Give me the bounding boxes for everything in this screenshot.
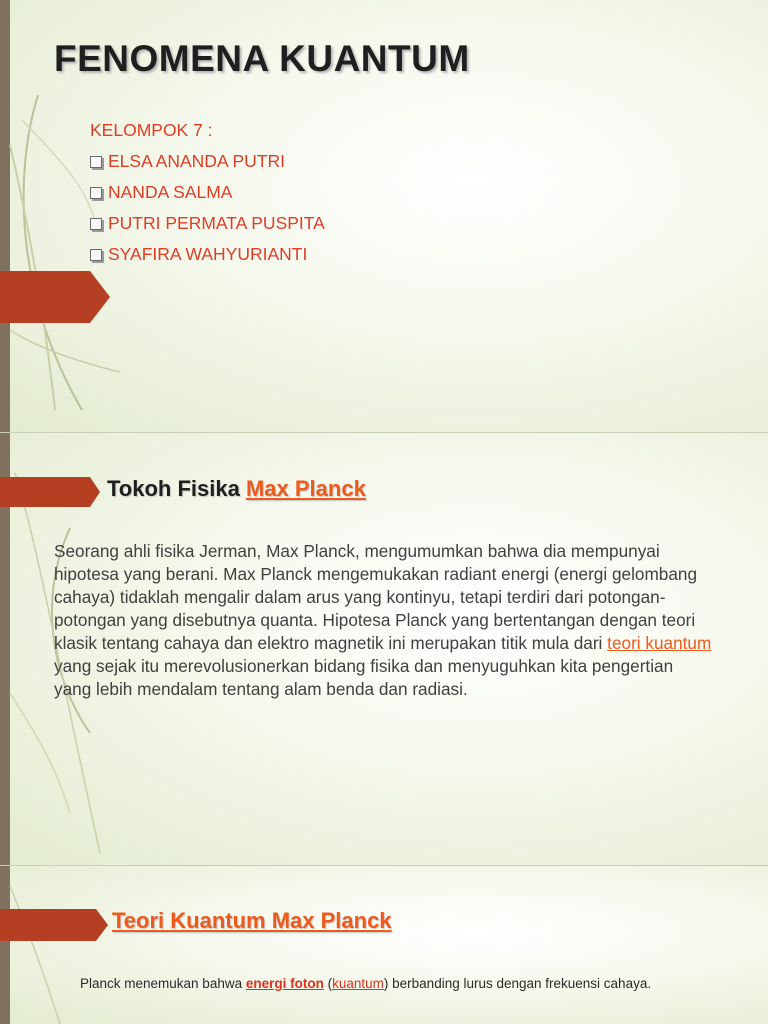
energi-foton-link[interactable]: energi foton bbox=[245, 976, 324, 991]
checkbox-bullet-icon bbox=[90, 187, 102, 199]
group-member-list bbox=[90, 115, 325, 270]
heading-prefix: Tokoh Fisika bbox=[107, 476, 240, 501]
teori-kuantum-heading-link[interactable]: Teori Kuantum Max Planck bbox=[112, 908, 392, 933]
member-name: SYAFIRA WAHYURIANTI bbox=[108, 244, 308, 264]
list-item bbox=[90, 177, 325, 208]
paragraph-text: Seorang ahli fisika Jerman, Max Planck, mengumumkan bahwa dia mempunyai hipotesa yang berani. Max Planck mengemukakan radiant energi (energi gelombang cahaya) tidaklah mengalir dalam arus yang kontinyu, tetapi terdiri dari potongan-potongan yang disebutnya quanta. Hipotesa Planck yang bertentangan dengan teori klasik tentang cahaya dan elektro magnetik ini merupakan titik mula dari bbox=[54, 541, 698, 653]
max-planck-link[interactable]: Max Planck bbox=[245, 476, 366, 501]
list-item bbox=[90, 239, 325, 270]
section-heading bbox=[107, 476, 366, 502]
member-name: ELSA ANANDA PUTRI bbox=[108, 151, 286, 171]
red-tab-marker bbox=[0, 909, 112, 941]
list-item bbox=[90, 146, 325, 177]
list-item bbox=[90, 208, 325, 239]
leaf-stem-decoration bbox=[0, 866, 120, 1024]
presentation-title: FENOMENA KUANTUM bbox=[54, 38, 470, 79]
body-paragraph bbox=[54, 540, 714, 701]
checkbox-bullet-icon bbox=[90, 156, 102, 168]
red-tab-marker bbox=[0, 477, 105, 507]
paragraph-text: yang sejak itu merevolusionerkan bidang fisika dan menyuguhkan kita pengertian yang lebih mendalam tentang alam benda dan radiasi. bbox=[54, 656, 674, 699]
paragraph-text: ( bbox=[327, 976, 333, 991]
member-name: PUTRI PERMATA PUSPITA bbox=[108, 213, 325, 233]
paragraph-text: ) berbanding lurus dengan frekuensi cahaya. bbox=[383, 976, 652, 991]
group-label: KELOMPOK 7 : bbox=[90, 120, 213, 140]
member-name: NANDA SALMA bbox=[108, 182, 233, 202]
checkbox-bullet-icon bbox=[90, 218, 102, 230]
slide-teori-kuantum bbox=[0, 866, 768, 1024]
section-heading bbox=[112, 908, 392, 934]
teori-kuantum-link[interactable]: teori kuantum bbox=[607, 633, 712, 653]
red-tab-marker bbox=[0, 271, 112, 323]
paragraph-text: Planck menemukan bahwa bbox=[80, 976, 243, 991]
body-paragraph bbox=[80, 975, 730, 992]
kuantum-link[interactable]: kuantum bbox=[332, 976, 384, 991]
checkbox-bullet-icon bbox=[90, 249, 102, 261]
